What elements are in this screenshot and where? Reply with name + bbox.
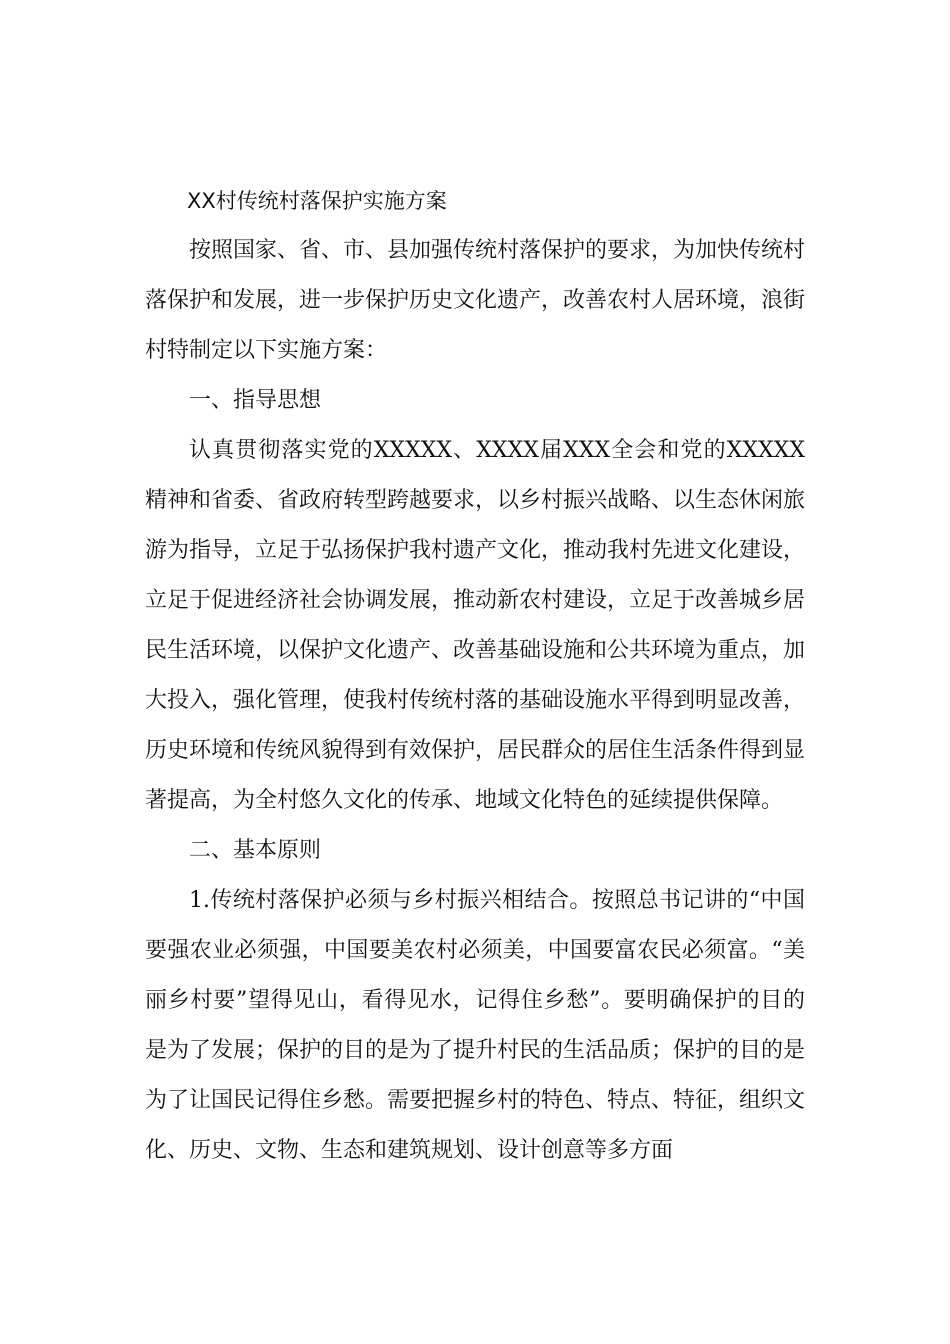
document-title: XX村传统村落保护实施方案	[187, 189, 447, 213]
principle-1-paragraph: 1.传统村落保护必须与乡村振兴相结合。按照总书记讲的“中国要强农业必须强，中国要美农村必须美，中国要富农民必须富。“美丽乡村要”望得见山，看得见水，记得住乡愁”。要明确保护的目的是为了发展；保护的目的是为了提升村民的生活品质；保护的目的是为了让国民记得住乡愁。需要把握乡村的特色、特点、特征，组织文化、历史、文物、生态和建筑规划、设计创意等多方面	[145, 888, 806, 1163]
section-heading-basic-principles: 二、基本原则	[189, 838, 322, 863]
guiding-ideology-paragraph: 认真贯彻落实党的XXXXX、XXXX届XXX全会和党的XXXXX精神和省委、省政府转型跨越要求，以乡村振兴战略、以生态休闲旅游为指导，立足于弘扬保护我村遗产文化，推动我村先进文化建设，立足于促进经济社会协调发展，推动新农村建设，立足于改善城乡居民生活环境，以保护文化遗产、改善基础设施和公共环境为重点，加大投入，强化管理，使我村传统村落的基础设施水平得到明显改善，历史环境和传统风貌得到有效保护，居民群众的居住生活条件得到显著提高，为全村悠久文化的传承、地域文化特色的延续提供保障。	[145, 438, 806, 813]
section-heading-guiding-ideology: 一、指导思想	[189, 388, 322, 413]
intro-paragraph: 按照国家、省、市、县加强传统村落保护的要求，为加快传统村落保护和发展，进一步保护历史文化遗产，改善农村人居环境，浪街村特制定以下实施方案：	[145, 238, 806, 363]
document-body	[145, 176, 805, 1176]
